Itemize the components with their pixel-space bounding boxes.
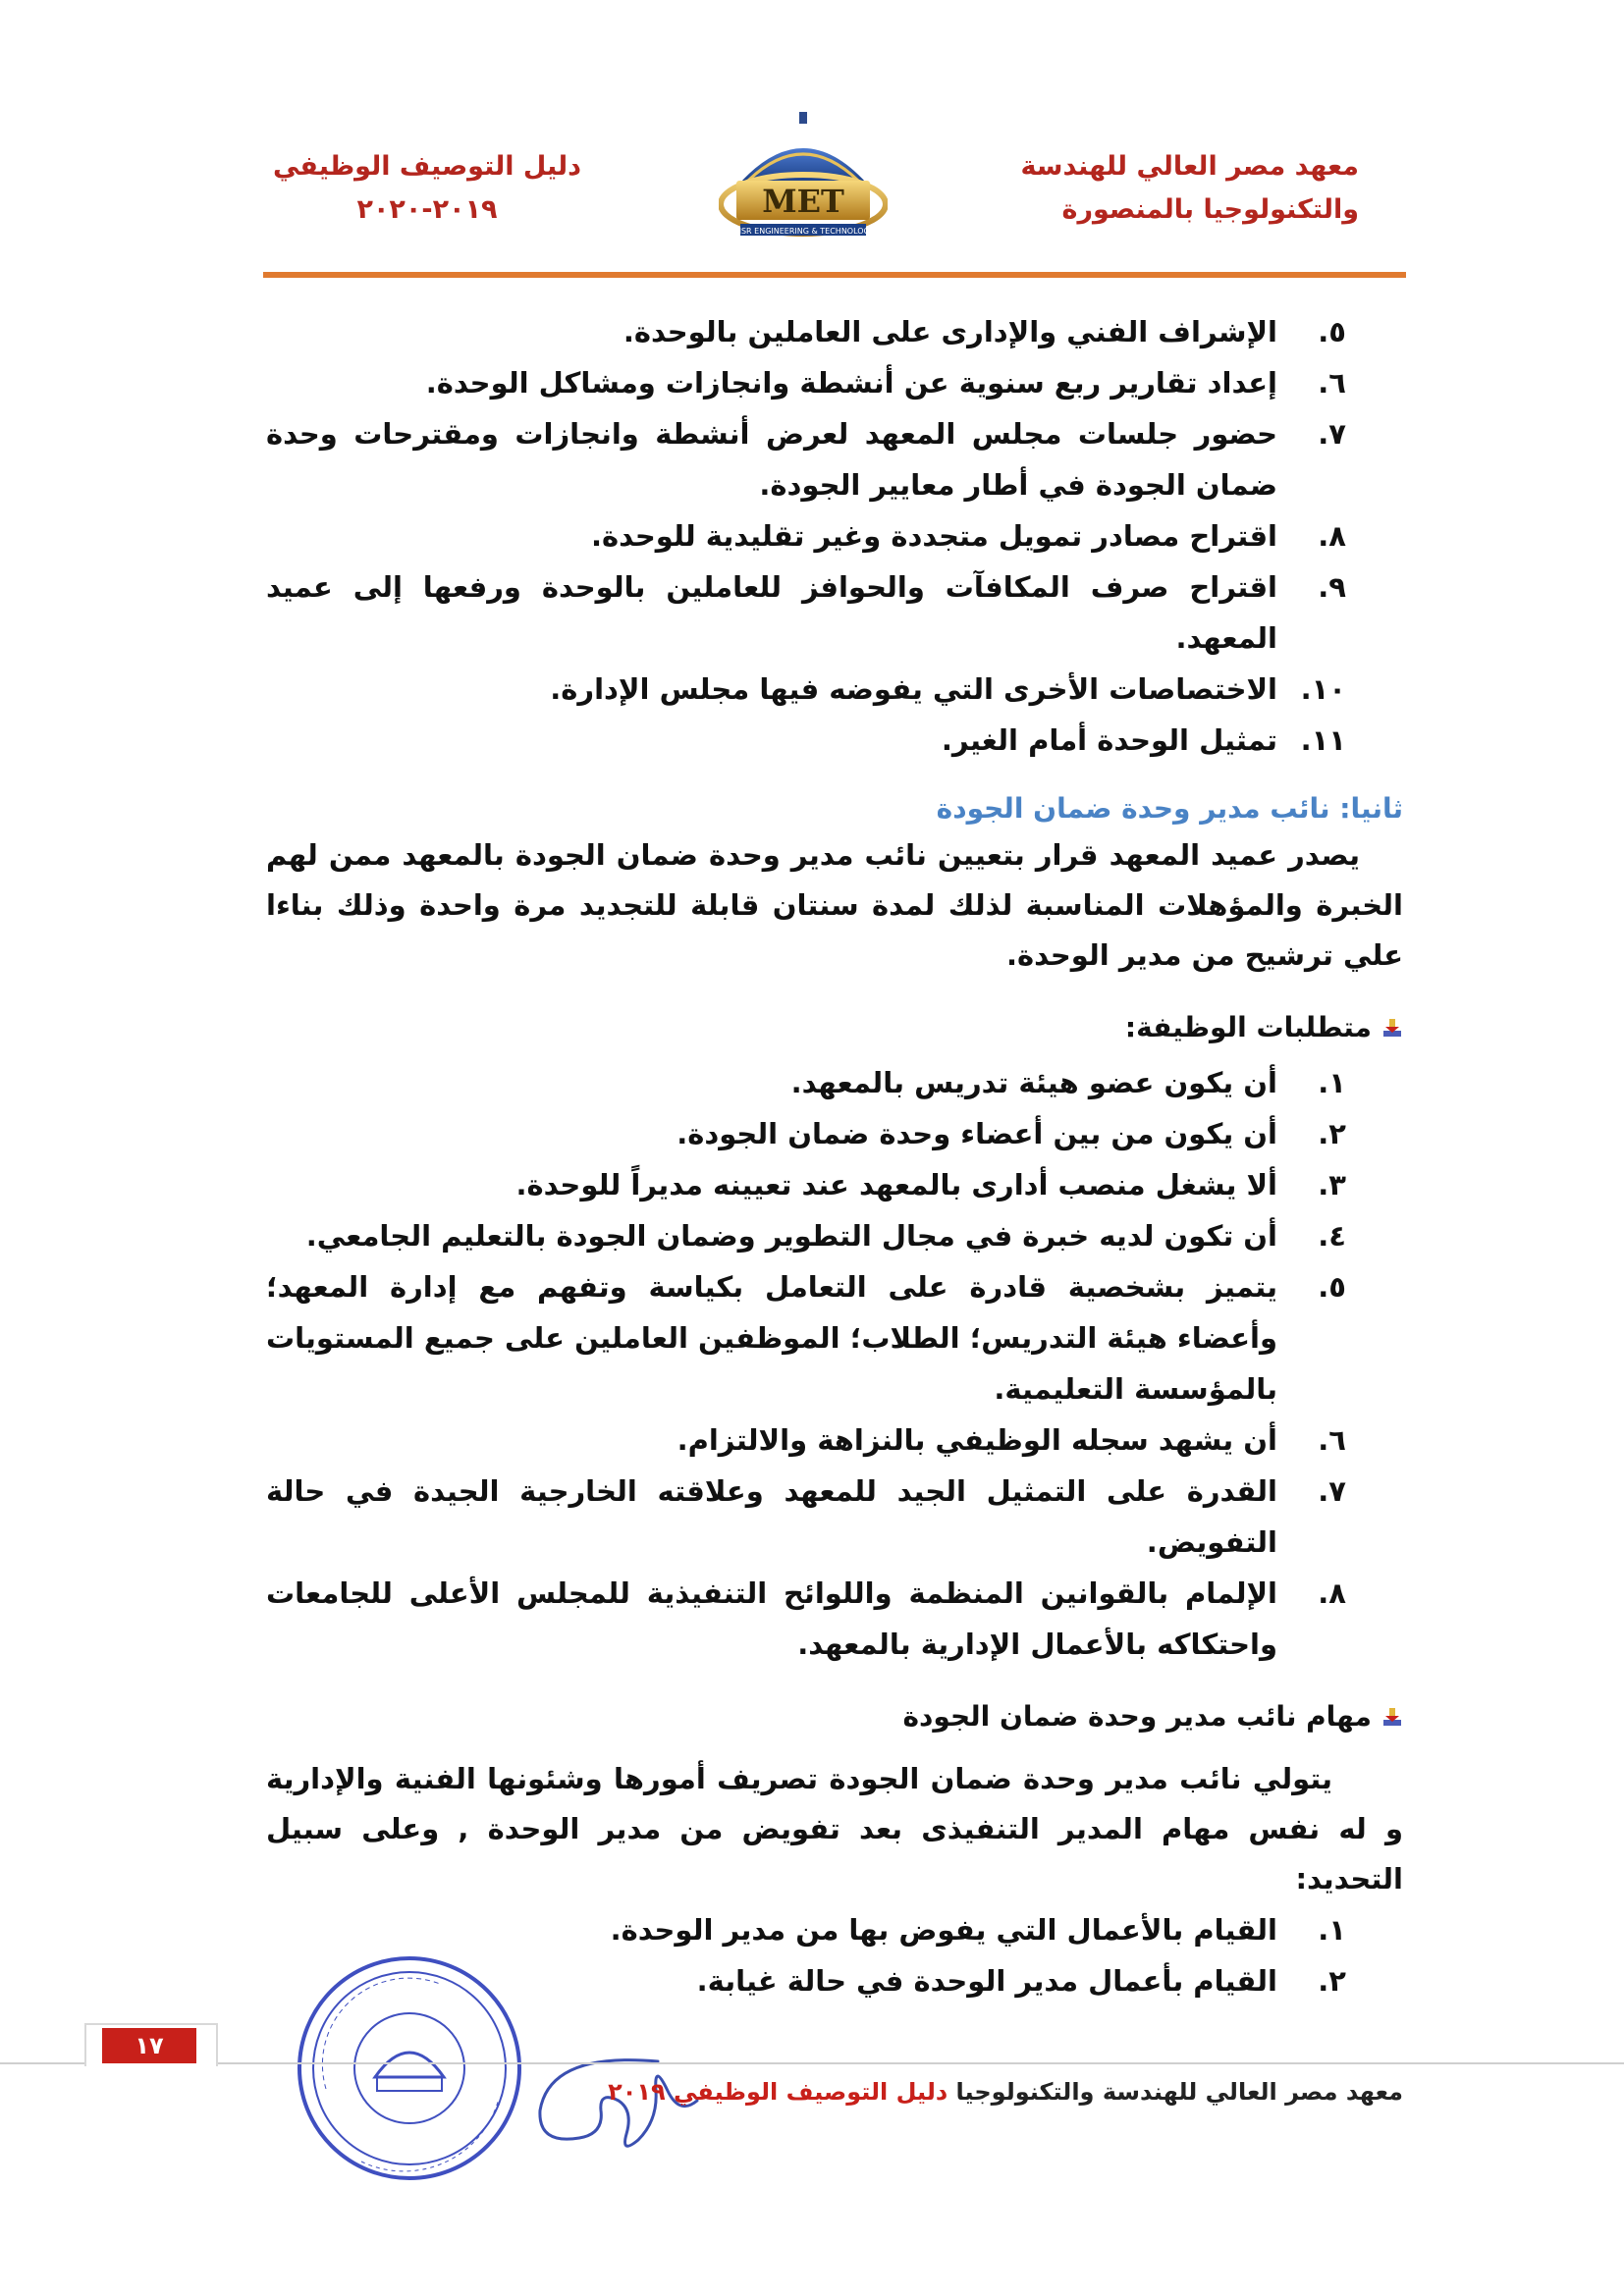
list-item: ١١. تمثيل الوحدة أمام الغير. <box>941 723 1346 757</box>
list-item: ٨. الإلمام بالقوانين المنظمة واللوائح التنفيذية للمجلس الأعلى للجامعات واحتكاكه بالأعمال الإدارية بالمعهد. <box>266 1576 1346 1661</box>
footer-caption <box>608 2074 1403 2109</box>
guide-year: ٢٠١٩-٢٠٢٠ <box>356 194 498 225</box>
list-item: ٥. يتميز بشخصية قادرة على التعامل بكياسة وتفهم مع إدارة المعهد؛ وأعضاء هيئة التدريس؛ الطلاب؛ الموظفين العاملين على جميع المستويات بالمؤسسة التعليمية. <box>266 1270 1346 1406</box>
list-item: ٧. القدرة على التمثيل الجيد للمعهد وعلاقته الخارجية الجيدة في حالة التفويض. <box>266 1474 1346 1559</box>
tasks-heading <box>266 1695 1403 1738</box>
list-item: ١. القيام بالأعمال التي يفوض بها من مدير الوحدة. <box>610 1913 1346 1947</box>
requirements-heading <box>266 1006 1403 1049</box>
list-item: ١. أن يكون عضو هيئة تدريس بالمعهد. <box>790 1066 1346 1099</box>
list-item: ٢. القيام بأعمال مدير الوحدة في حالة غيابة. <box>696 1964 1346 1998</box>
requirements-heading-text: متطلبات الوظيفة: <box>1124 1011 1372 1043</box>
institute-stamp <box>293 1951 526 2185</box>
requirements-list <box>266 1057 1403 1670</box>
logo-letters: MET <box>762 183 844 220</box>
tasks-heading-text: مهام نائب مدير وحدة ضمان الجودة <box>902 1700 1372 1733</box>
tasks-paragraph: يتولي نائب مدير وحدة ضمان الجودة تصريف أمورها وشئونها الفنية والإدارية و له نفس مهام المدير التنفيذى بعد تفويض من مدير الوحدة , وعلى سبيل التحديد: <box>266 1762 1403 1896</box>
list-item: ٨. اقتراح مصادر تمويل متجددة وغير تقليدية للوحدة. <box>590 519 1346 553</box>
deputy-appointment-paragraph: يصدر عميد المعهد قرار بتعيين نائب مدير وحدة ضمان الجودة بالمعهد ممن لهم الخبرة والمؤهلات المناسبة لذلك لمدة سنتان قابلة للتجديد مرة واحدة وذلك بناءا علي ترشيح من مدير الوحدة. <box>266 838 1403 972</box>
footer-divider <box>0 2062 1624 2064</box>
footer-guide: دليل التوصيف الوظيفي ٢٠١٩ <box>608 2078 948 2106</box>
list-item: ١٠. الاختصاصات الأخرى التي يفوضه فيها مجلس الإدارة. <box>550 672 1346 706</box>
director-duties-list <box>266 306 1403 766</box>
bullet-arrow-icon <box>1381 1706 1403 1728</box>
met-logo <box>719 106 888 243</box>
institute-name-line2: والتكنولوجيا بالمنصورة <box>1061 194 1359 225</box>
footer-institute: معهد مصر العالي للهندسة والتكنولوجيا <box>955 2078 1403 2106</box>
logo-subtitle: MISR ENGINEERING & TECHNOLOGY <box>731 227 875 236</box>
list-item: ٥. الإشراف الفني والإدارى على العاملين بالوحدة. <box>623 315 1346 348</box>
section-title-deputy: ثانيا: نائب مدير وحدة ضمان الجودة <box>936 792 1403 825</box>
page-number: ١٧ <box>102 2028 196 2063</box>
institute-name <box>1005 145 1359 232</box>
header-divider <box>263 272 1406 278</box>
guide-title: دليل التوصيف الوظيفي <box>272 151 582 182</box>
guide-title-block <box>265 145 589 232</box>
list-item: ٦. أن يشهد سجله الوظيفي بالنزاهة والالتزام. <box>677 1423 1346 1457</box>
list-item: ٩. اقتراح صرف المكافآت والحوافز للعاملين بالوحدة ورفعها إلى عميد المعهد. <box>266 570 1346 655</box>
list-item: ٢. أن يكون من بين أعضاء وحدة ضمان الجودة. <box>677 1117 1346 1150</box>
list-item: ٤. أن تكون لديه خبرة في مجال التطوير وضمان الجودة بالتعليم الجامعي. <box>305 1219 1346 1253</box>
list-item: ٣. ألا يشغل منصب أدارى بالمعهد عند تعيينه مديراً للوحدة. <box>515 1168 1346 1201</box>
institute-name-line1: معهد مصر العالي للهندسة <box>1020 151 1359 182</box>
page-content <box>266 306 1403 2006</box>
list-item: ٧. حضور جلسات مجلس المعهد لعرض أنشطة وانجازات ومقترحات وحدة ضمان الجودة في أطار معايير الجودة. <box>266 417 1346 502</box>
list-item: ٦. إعداد تقارير ربع سنوية عن أنشطة وانجازات ومشاكل الوحدة. <box>425 366 1346 400</box>
bullet-arrow-icon <box>1381 1017 1403 1039</box>
